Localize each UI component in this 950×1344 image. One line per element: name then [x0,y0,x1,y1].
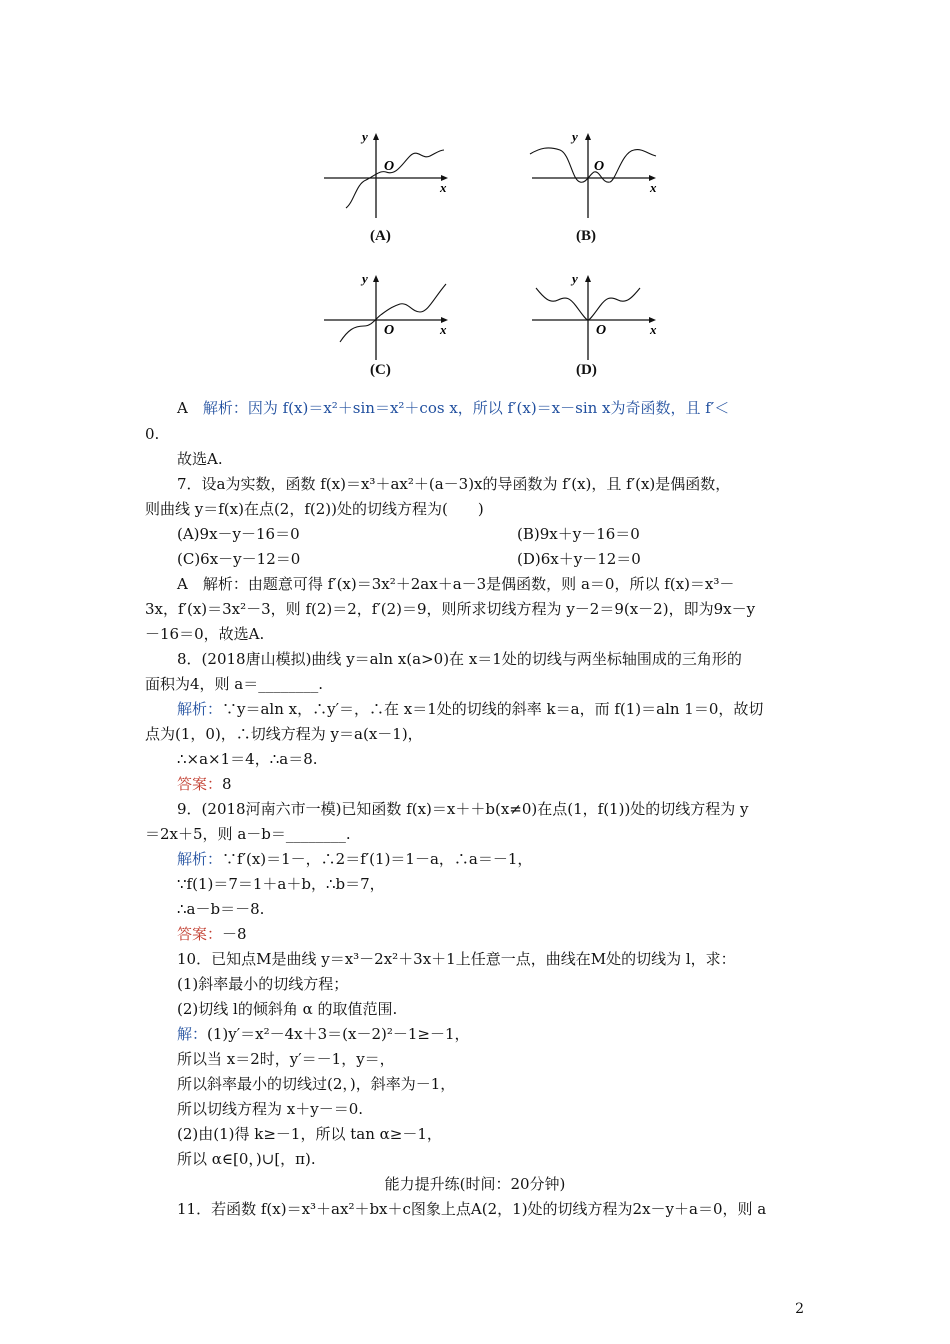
line: 故选A. [177,450,223,468]
line: (2)切线 l的倾斜角 α 的取值范围. [177,1000,398,1018]
option: (B)9x＋y－16＝0 [517,525,640,543]
line: ∴a－b＝－8. [177,900,265,918]
page-number: 2 [795,1301,804,1317]
line: 所以斜率最小的切线过(2，)，斜率为－1， [177,1075,456,1093]
line: (1)斜率最小的切线方程； [177,975,349,993]
origin-label: O [594,159,605,174]
line: 点为(1，0)，∴切线方程为 y＝a(x－1)， [145,725,423,743]
line: 7．设a为实数，函数 f(x)＝x³＋ax²＋(a－3)x的导函数为 f′(x)，且 f′(x)是偶函数， [177,475,731,493]
y-label: y [572,129,578,144]
line: 解：(1)y′＝x²－4x＋3＝(x－2)²－1≥－1， [177,1025,470,1043]
line: 10．已知点M是曲线 y＝x³－2x²＋3x＋1上任意一点，曲线在M处的切线为 l，求： [177,950,736,968]
graph-c [322,268,454,363]
line: 所以 α∈[0，)∪[，π). [177,1150,316,1168]
answer: 答案：－8 [177,925,247,943]
option: (D)6x＋y－12＝0 [517,550,641,568]
x-label: x [650,180,657,195]
y-label: y [572,271,578,286]
line: 3x，f′(x)＝3x²－3，则 f(2)＝2，f′(2)＝9，则所求切线方程为 y－2＝9(x－2)，即为9x－y [145,600,756,618]
line: (2)由(1)得 k≥－1，所以 tan α≥－1， [177,1125,442,1143]
answer: 答案：8 [177,775,232,793]
line: A 解析：由题意可得 f′(x)＝3x²＋2ax＋a－3是偶函数，则 a＝0，所以 f(x)＝x³－ [177,575,735,593]
section-title: 能力提升练(时间：20分钟) [384,1175,566,1193]
graph-d [530,268,662,363]
y-label: y [362,271,368,286]
y-label: y [362,129,368,144]
x-label: x [650,322,657,337]
origin-label: O [384,323,395,338]
line: 所以切线方程为 x＋y－＝0. [177,1100,364,1118]
line: 9．(2018河南六市一模)已知函数 f(x)＝x＋＋b(x≠0)在点(1，f(1))处的切线方程为 y [177,800,749,818]
line: A 解析：因为 f(x)＝x²＋sin＝x²＋cos x，所以 f′(x)＝x－sin x为奇函数，且 f′＜ [177,399,730,417]
line: ＝2x＋5，则 a－b＝________. [145,825,351,843]
line: 解析：∵f′(x)＝1－，∴2＝f′(1)＝1－a，∴a＝－1， [177,850,533,868]
line: 所以当 x＝2时，y′＝－1，y＝， [177,1050,395,1068]
origin-label: O [384,159,395,174]
graph-a [322,126,454,221]
x-label: x [440,180,447,195]
curve [530,148,656,182]
line: ∵f(1)＝7＝1＋a＋b，∴b＝7， [177,875,385,893]
line: 面积为4，则 a＝________. [145,675,324,693]
line: 则曲线 y＝f(x)在点(2，f(2))处的切线方程为( ) [145,500,484,518]
graph-b [530,126,662,221]
line: 解析：∵y＝aln x，∴y′＝，∴在 x＝1处的切线的斜率 k＝a，而 f(1)＝aln 1＝0，故切 [177,700,764,718]
graph-c-caption: (C) [370,362,391,378]
option: (A)9x－y－16＝0 [177,525,300,543]
line: －16＝0，故选A. [145,625,265,643]
line: ∴×a×1＝4，∴a＝8. [177,750,318,768]
line: 8．(2018唐山模拟)曲线 y＝aln x(a>0)在 x＝1处的切线与两坐标轴围成的三角形的 [177,650,742,668]
graph-a-caption: (A) [370,228,391,244]
curve [346,150,444,208]
line: 0. [145,425,160,443]
x-label: x [440,322,447,337]
graph-b-caption: (B) [576,228,596,244]
origin-label: O [596,323,607,338]
option: (C)6x－y－12＝0 [177,550,301,568]
graph-d-caption: (D) [576,362,597,378]
line: 11．若函数 f(x)＝x³＋ax²＋bx＋c图象上点A(2，1)处的切线方程为2x－y＋a＝0，则 a [177,1200,767,1218]
